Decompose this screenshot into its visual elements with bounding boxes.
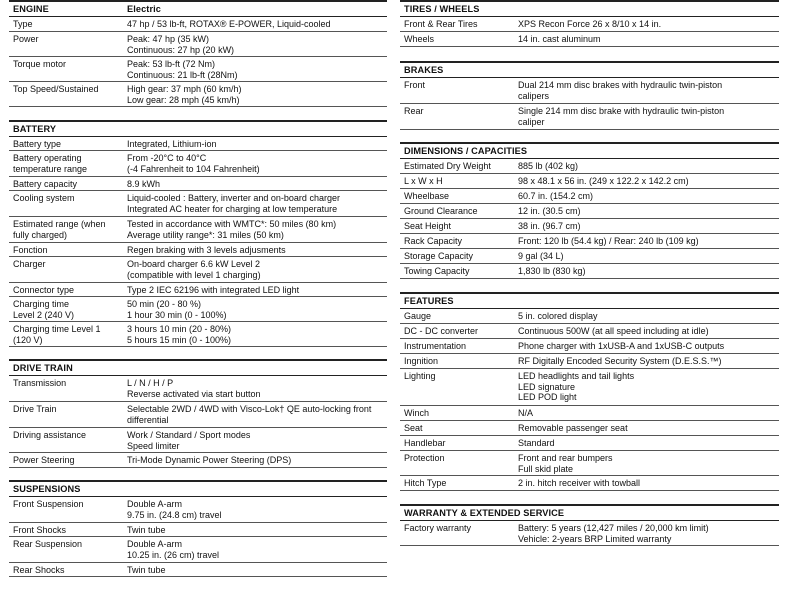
spec-value-line: L / N / H / P [127,378,174,388]
spec-value-line: Phone charger with 1xUSB-A and 1xUSB-C outputs [518,341,725,351]
spec-label [9,378,121,401]
spec-label-line: Fonction [13,245,48,255]
spec-label-line: Rear Suspension [13,539,83,549]
spec-value-line: LED signature [518,381,576,392]
spec-value [121,455,387,467]
spec-label-line: Connector type [13,285,75,295]
spec-label [400,191,512,203]
spec-value [512,311,779,323]
spec-row [9,497,387,523]
spec-label-line: Type [13,19,33,29]
spec-label-line: Transmission [13,378,67,388]
spec-label [400,206,512,218]
spec-value-line: Continuous: 27 hp (20 kW) [127,44,235,55]
spec-value-line: Type 2 IEC 62196 with integrated LED light [127,285,300,295]
spec-value-line: Average utility range*: 31 miles (50 km) [127,229,284,240]
section-battery [9,120,387,347]
spec-value-line: Peak: 53 lb-ft (72 Nm) [127,59,216,69]
spec-label [9,153,121,176]
spec-value-line: 1 hour 30 min (0 - 100%) [127,309,227,320]
spec-value-line: Continuous 500W (at all speed including at idle) [518,326,709,336]
spec-value-line: 885 lb (402 kg) [518,161,579,171]
spec-label [9,84,121,106]
spec-value [512,236,779,248]
spec-value [121,525,387,536]
spec-value-line: Continuous: 21 lb-ft (28Nm) [127,69,238,80]
section-title: ENGINE [13,4,49,14]
spec-value [121,179,387,190]
spec-row [9,57,387,82]
spec-label [400,161,512,173]
spec-value [512,356,779,368]
spec-value [512,266,779,278]
spec-value-line: 38 in. (96.7 cm) [518,221,581,231]
spec-label-line: L x W x H [404,176,443,186]
spec-row [400,189,779,204]
spec-value [512,34,779,46]
spec-row [9,453,387,468]
spec-value-line: On-board charger 6.6 kW Level 2 [127,259,261,269]
spec-label [400,236,512,248]
spec-label-line: Power Steering [13,455,75,465]
spec-label-line: Protection [404,453,445,463]
spec-value [512,161,779,173]
spec-value [512,371,779,405]
section-spacer [400,491,779,504]
section-engine [9,0,387,107]
spec-value-line: RF Digitally Encoded Security System (D.E.S.S.™) [518,356,722,366]
spec-value [512,438,779,450]
spec-value [121,324,387,346]
spec-value [512,206,779,218]
section-title: DIMENSIONS / CAPACITIES [404,146,528,156]
spec-value-line: Vehicle: 2-years BRP Limited warranty [518,533,672,544]
spec-label [9,59,121,81]
spec-label [9,539,121,562]
spec-label [9,565,121,576]
spec-value-line: Regen braking with 3 levels adjusments [127,245,286,255]
spec-row [9,151,387,177]
spec-value-line: Twin tube [127,565,166,575]
spec-value [121,219,387,242]
spec-value-line: N/A [518,408,534,418]
spec-label [400,106,512,129]
spec-label-line: Front & Rear Tires [404,19,478,29]
spec-value [121,19,387,31]
spec-value-line: Tri-Mode Dynamic Power Steering (DPS) [127,455,292,465]
spec-value [512,408,779,420]
spec-label [400,371,512,405]
section-header [400,0,779,17]
spec-label-line: Storage Capacity [404,251,474,261]
spec-label [9,179,121,190]
spec-row [400,219,779,234]
section-spacer [400,130,779,142]
spec-label-line: Cooling system [13,193,75,203]
spec-label [9,34,121,56]
spec-value-line: Low gear: 28 mph (45 km/h) [127,94,240,105]
spec-value-line: Liquid-cooled : Battery, inverter and on-board charger [127,193,340,203]
spec-label-line: Wheels [404,34,435,44]
spec-label-line: Front Suspension [13,499,84,509]
spec-value-line: 14 in. cast aluminum [518,34,601,44]
spec-label [9,499,121,522]
left-column [9,0,387,577]
spec-label-line: Driving assistance [13,430,87,440]
section-title: SUSPENSIONS [13,484,81,494]
spec-row [400,324,779,339]
spec-row [400,421,779,436]
spec-row [400,174,779,189]
spec-row [9,243,387,257]
spec-label [400,453,512,475]
section-title: WARRANTY & EXTENDED SERVICE [404,508,565,518]
spec-value-line: 98 x 48.1 x 56 in. (249 x 122.2 x 142.2 cm) [518,176,689,186]
spec-label [400,341,512,353]
spec-label-line: Charging time [13,299,70,309]
spec-value-line: Removable passenger seat [518,423,628,433]
spec-row [9,177,387,191]
spec-value-line: caliper [518,116,545,127]
spec-value-line: LED POD light [518,392,577,402]
section-spacer [400,279,779,292]
spec-value-line: From -20°C to 40°C [127,153,207,163]
section-header [400,61,779,78]
section-title: BATTERY [13,124,57,134]
spec-label [400,356,512,368]
section-header [9,480,387,497]
spec-value-line: (compatible with level 1 charging) [127,269,261,280]
spec-value [121,245,387,256]
spec-row [400,451,779,476]
section-title: DRIVE TRAIN [13,363,73,373]
spec-label [400,438,512,450]
spec-value [121,404,387,427]
spec-value [121,299,387,321]
spec-row [9,376,387,402]
spec-value [121,565,387,576]
spec-value-line: 2 in. hitch receiver with towball [518,478,641,488]
spec-label [400,311,512,323]
right-column [400,0,779,546]
spec-label-line: Battery type [13,139,62,149]
spec-row [9,322,387,347]
spec-label-line: DC - DC converter [404,326,479,336]
spec-label-line: Estimated Dry Weight [404,161,491,171]
spec-value-line: Dual 214 mm disc brakes with hydraulic twin-piston [518,80,723,90]
section-spacer [9,468,387,480]
spec-value [512,423,779,435]
spec-value [121,139,387,150]
spec-value [121,430,387,452]
spec-row [400,78,779,104]
spec-label-line: Hitch Type [404,478,447,488]
spec-value [512,326,779,338]
spec-value-line: Front: 120 lb (54.4 kg) / Rear: 240 lb (109 kg) [518,236,699,246]
section-dimensions-capacities [400,142,779,279]
spec-label [400,251,512,263]
spec-value [512,80,779,103]
spec-row [9,428,387,453]
spec-row [400,234,779,249]
spec-label-line: Front [404,80,426,90]
spec-label [9,299,121,321]
spec-value-line: 5 in. colored display [518,311,598,321]
spec-value-line: 3 hours 10 min (20 - 80%) [127,324,232,334]
spec-value-line: Battery: 5 years (12,427 miles / 20,000 km limit) [518,523,709,533]
spec-label [9,404,121,427]
spec-label-line: Handlebar [404,438,446,448]
spec-row [9,17,387,32]
spec-value [512,221,779,233]
spec-value-line: Tested in accordance with WMTC*: 50 miles (80 km) [127,219,337,229]
spec-label [9,324,121,346]
spec-row [400,32,779,47]
spec-label-line: Rear [404,106,424,116]
spec-value-line: Twin tube [127,525,166,535]
section-brakes [400,61,779,130]
section-features [400,292,779,491]
spec-value-line: Speed limiter [127,440,180,451]
spec-value-line: High gear: 37 mph (60 km/h) [127,84,242,94]
section-title: BRAKES [404,65,444,75]
spec-label-line: Battery operating [13,153,82,163]
section-header-value: Electric [127,4,161,14]
spec-label [9,430,121,452]
spec-value [121,259,387,282]
section-title: FEATURES [404,296,454,306]
spec-label-line: Seat [404,423,423,433]
section-header [400,142,779,159]
section-suspensions [9,480,387,577]
spec-value [121,539,387,562]
spec-value-line: 60.7 in. (154.2 cm) [518,191,594,201]
spec-label-line: Wheelbase [404,191,450,201]
spec-value-line: 1,830 lb (830 kg) [518,266,586,276]
spec-row [400,17,779,32]
spec-value-line: Integrated AC heater for charging at low temperature [127,203,338,214]
spec-label-line: Gauge [404,311,432,321]
spec-value-line: 50 min (20 - 80 %) [127,299,202,309]
spec-value-line: Double A-arm [127,499,183,509]
spec-label [9,285,121,296]
spec-row [400,476,779,491]
spec-value-line: Integrated, Lithium-ion [127,139,217,149]
spec-label-line: Instrumentation [404,341,467,351]
section-header [400,504,779,521]
spec-row [9,283,387,297]
spec-row [400,369,779,406]
spec-label [9,19,121,31]
spec-value-line: 10.25 in. (26 cm) travel [127,549,220,560]
spec-row [9,137,387,151]
spec-row [9,217,387,243]
spec-row [400,264,779,279]
spec-value [512,453,779,475]
spec-label-line: Estimated range (when [13,219,106,229]
spec-value-line: 5 hours 15 min (0 - 100%) [127,334,232,345]
spec-label [9,219,121,242]
spec-row [400,104,779,130]
spec-value [512,341,779,353]
spec-value-line: LED headlights and tail lights [518,371,635,381]
spec-value [121,153,387,176]
spec-label-line: temperature range [13,163,88,174]
spec-label [400,19,512,31]
spec-value [512,19,779,31]
spec-row [400,521,779,546]
spec-label-line: Lighting [404,371,436,381]
spec-label-line: Front Shocks [13,525,67,535]
spec-label-line: Battery capacity [13,179,78,189]
spec-value-line: Single 214 mm disc brake with hydraulic twin-piston [518,106,725,116]
spec-value [512,478,779,490]
spec-row [9,402,387,428]
section-drive-train [9,359,387,468]
spec-label [400,176,512,188]
spec-row [9,523,387,537]
spec-label [400,523,512,545]
spec-label-line: Factory warranty [404,523,472,533]
section-header [9,359,387,376]
spec-row [400,204,779,219]
spec-row [400,339,779,354]
spec-label-line: Top Speed/Sustained [13,84,99,94]
spec-label [400,221,512,233]
spec-label-line: Seat Height [404,221,452,231]
spec-label [400,326,512,338]
spec-row [9,537,387,563]
spec-label [400,423,512,435]
spec-value-line: calipers [518,90,550,101]
section-warranty-extended-service [400,504,779,546]
spec-value [512,523,779,545]
spec-value [512,191,779,203]
spec-label-line: Power [13,34,39,44]
spec-value-line: Double A-arm [127,539,183,549]
spec-value-line: 9.75 in. (24.8 cm) travel [127,509,222,520]
spec-label [9,193,121,216]
spec-value-line: 47 hp / 53 lb-ft, ROTAX® E-POWER, Liquid-cooled [127,19,331,29]
spec-label [400,408,512,420]
spec-value [121,84,387,106]
spec-value-line: Full skid plate [518,463,574,474]
spec-label-line: Towing Capacity [404,266,470,276]
spec-row [400,436,779,451]
spec-label-line: Ingnition [404,356,439,366]
section-spacer [9,107,387,120]
spec-row [400,249,779,264]
spec-value-line: Standard [518,438,555,448]
spec-label-line: Torque motor [13,59,67,69]
spec-row [400,406,779,421]
spec-row [9,191,387,217]
spec-label [9,455,121,467]
spec-row [9,82,387,107]
spec-row [9,32,387,57]
spec-row [9,297,387,322]
spec-value-line: Selectable 2WD / 4WD with Visco-Lok† QE auto-locking front [127,404,372,414]
section-header [400,292,779,309]
spec-value-line: Front and rear bumpers [518,453,613,463]
section-header [9,120,387,137]
spec-value [512,106,779,129]
spec-label [9,245,121,256]
spec-row [400,159,779,174]
spec-label-line: (120 V) [13,334,43,345]
spec-label [9,139,121,150]
spec-label-line: Ground Clearance [404,206,478,216]
section-spacer [400,47,779,61]
spec-value [512,251,779,263]
spec-label [400,478,512,490]
spec-value [121,34,387,56]
section-tires-wheels [400,0,779,47]
spec-value-line: 9 gal (34 L) [518,251,564,261]
spec-label-line: Winch [404,408,430,418]
section-spacer [9,347,387,359]
section-title: TIRES / WHEELS [404,4,480,14]
spec-row [9,563,387,577]
spec-label-line: Rack Capacity [404,236,463,246]
spec-label-line: Rear Shocks [13,565,65,575]
spec-value-line: XPS Recon Force 26 x 8/10 x 14 in. [518,19,662,29]
spec-label [400,80,512,103]
spec-value [121,378,387,401]
spec-value-line: 8.9 kWh [127,179,161,189]
spec-row [9,257,387,283]
spec-value [121,193,387,216]
spec-value-line: 12 in. (30.5 cm) [518,206,581,216]
spec-value-line: Reverse activated via start button [127,388,261,399]
spec-row [400,309,779,324]
spec-value [121,499,387,522]
spec-value-line: (-4 Fahrenheit to 104 Fahrenheit) [127,163,260,174]
spec-label [9,525,121,536]
spec-label-line: Charger [13,259,46,269]
spec-value-line: Peak: 47 hp (35 kW) [127,34,210,44]
spec-label-line: Charging time Level 1 [13,324,101,334]
spec-label [400,266,512,278]
spec-value-line: Work / Standard / Sport modes [127,430,251,440]
spec-label-line: fully charged) [13,229,68,240]
spec-value-line: differential [127,414,169,425]
spec-label-line: Level 2 (240 V) [13,309,75,320]
spec-value [121,59,387,81]
spec-label-line: Drive Train [13,404,57,414]
spec-value [121,285,387,296]
spec-value [512,176,779,188]
spec-row [400,354,779,369]
section-header [9,0,387,17]
spec-label [9,259,121,282]
spec-label [400,34,512,46]
